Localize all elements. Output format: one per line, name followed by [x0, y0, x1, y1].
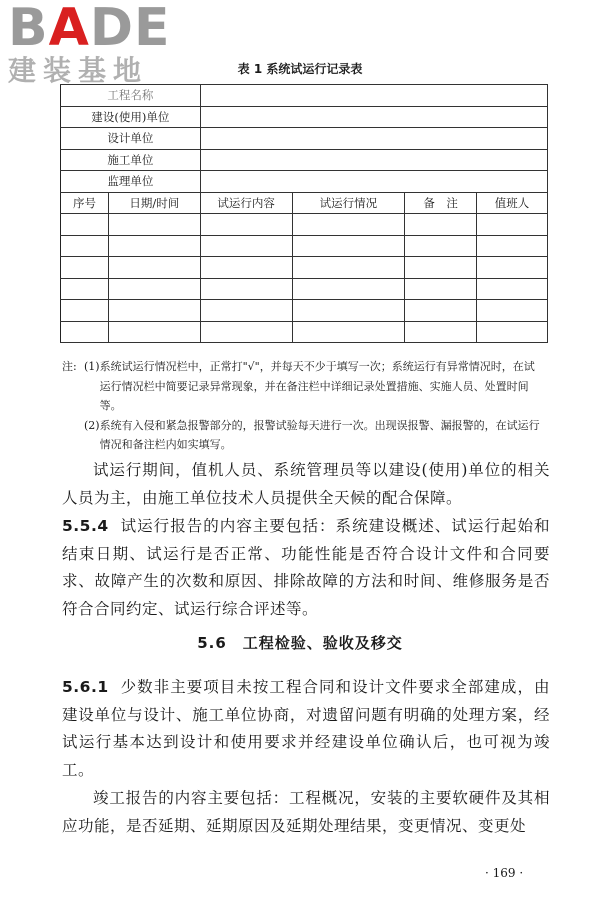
info-value-owner — [200, 106, 547, 128]
note-prefix: 注: — [62, 360, 77, 373]
col-header-datetime: 日期/时间 — [108, 192, 200, 214]
note-item — [62, 357, 542, 416]
note-label: (1) — [84, 360, 100, 373]
col-header-content: 试运行内容 — [200, 192, 292, 214]
trial-run-record-table — [60, 84, 548, 343]
clause-number: 5.5.4 — [62, 517, 109, 535]
info-label-owner: 建设(使用)单位 — [61, 106, 201, 128]
note-label: (2) — [84, 418, 100, 432]
clause-5-5-4 — [62, 513, 550, 623]
clause-number: 5.6.1 — [62, 678, 109, 696]
paragraph-duty — [62, 457, 550, 512]
table-notes — [62, 357, 542, 455]
info-label-project: 工程名称 — [61, 85, 201, 107]
info-label-supervision: 监理单位 — [61, 171, 201, 193]
col-header-on-duty: 值班人 — [477, 192, 548, 214]
table-row — [61, 235, 548, 257]
watermark-logo — [8, 2, 178, 94]
table-row — [61, 85, 548, 107]
info-value-supervision — [200, 171, 547, 193]
paragraph-text: 试运行期间，值机人员、系统管理员等以建设(使用)单位的相关人员为主，由施工单位技术人员提供全天候的配合保障。 — [62, 461, 550, 507]
clause-text: 少数非主要项目未按工程合同和设计文件要求全部建成，由建设单位与设计、施工单位协商，对遗留问题有明确的处理方案，经试运行基本达到设计和使用要求并经建设单位确认后，也可视为竣工。 — [62, 678, 550, 779]
table-row — [61, 300, 548, 322]
table-row — [61, 106, 548, 128]
col-header-remarks: 备 注 — [405, 192, 477, 214]
paragraph-completion-report — [62, 785, 550, 840]
note-item — [62, 416, 542, 455]
info-value-construction — [200, 149, 547, 171]
logo-subtitle: 建装基地 — [8, 54, 149, 87]
table-row — [61, 257, 548, 279]
info-value-project — [200, 85, 547, 107]
table-row — [61, 321, 548, 343]
clause-5-6-1 — [62, 674, 550, 784]
table-row — [61, 171, 548, 193]
col-header-status: 试运行情况 — [292, 192, 405, 214]
table-caption: 表 1 系统试运行记录表 — [237, 62, 363, 76]
col-header-no: 序号 — [61, 192, 109, 214]
info-label-construction: 施工单位 — [61, 149, 201, 171]
info-label-design: 设计单位 — [61, 128, 201, 150]
logo-wordmark: BADE — [8, 0, 171, 58]
table-row — [61, 214, 548, 236]
clause-text: 试运行报告的内容主要包括：系统建设概述、试运行起始和结束日期、试运行是否正常、功能性能是否符合设计文件和合同要求、故障产生的次数和原因、排除故障的方法和时间、维修服务是否符合合同约定、试运行综合评述等。 — [62, 517, 550, 618]
note-text: 系统有入侵和紧急报警部分的，报警试验每天进行一次。出现误报警、漏报警的，在试运行情况和备注栏内如实填写。 — [99, 418, 540, 451]
section-title: 5.6 工程检验、验收及移交 — [197, 634, 403, 652]
info-value-design — [200, 128, 547, 150]
table-header-row — [61, 192, 548, 214]
note-text: 系统试运行情况栏中，正常打"√"，并每天不少于填写一次；系统运行有异常情况时，在试运行情况栏中简要记录异常现象，并在备注栏中详细记录处置措施、实施人员、处置时间等。 — [99, 360, 535, 412]
table-row — [61, 149, 548, 171]
table-row — [61, 128, 548, 150]
page-number: · 169 · — [485, 866, 524, 880]
paragraph-text: 竣工报告的内容主要包括：工程概况，安装的主要软硬件及其相应功能，是否延期、延期原因及延期处理结果，变更情况、变更处 — [62, 789, 550, 835]
table-row — [61, 278, 548, 300]
